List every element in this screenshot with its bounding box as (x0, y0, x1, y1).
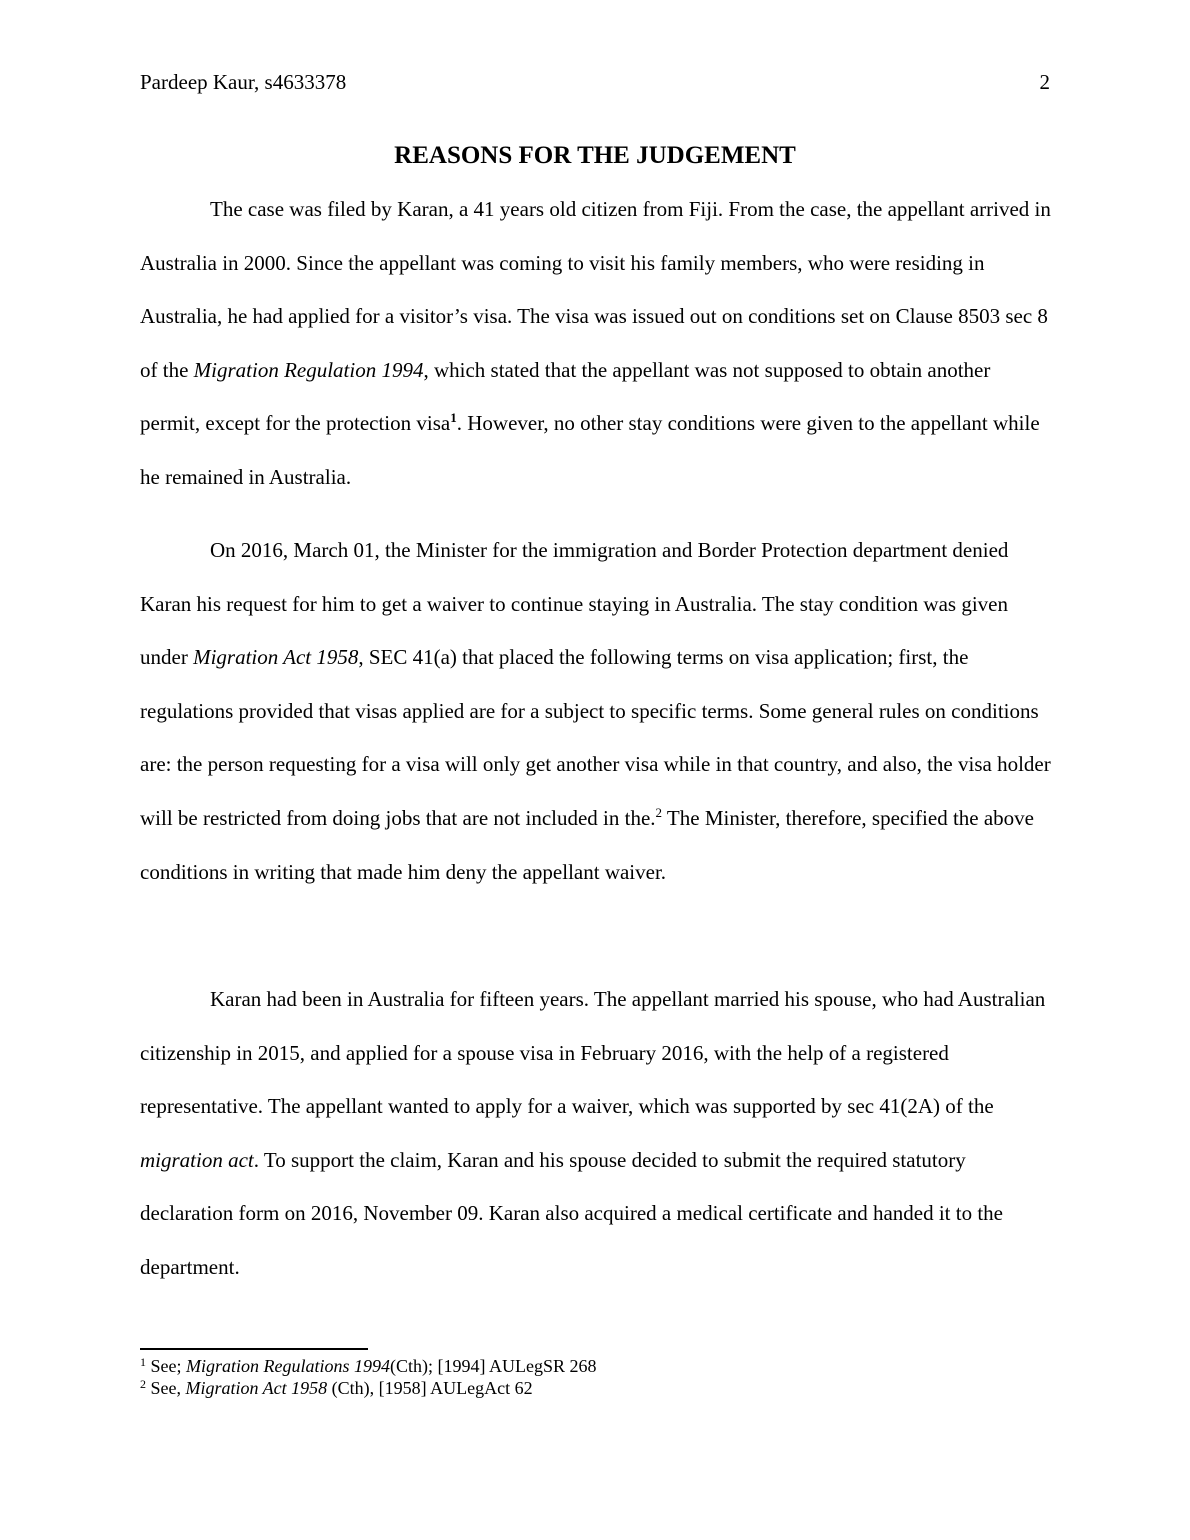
paragraph-text: The Minister, therefore, specified the above conditions in writing that made him deny the appellant waiver. (140, 805, 1035, 884)
footnote-reference[interactable]: 2 (655, 804, 663, 820)
paragraph-text: . However, no other stay conditions were given to the appellant while he remained in Australia. (140, 411, 1040, 489)
statute-citation: Migration Act 1958 (193, 645, 359, 670)
footnote-number: 2 (140, 1377, 146, 1391)
paragraph-text: , which stated that the appellant was not supposed to obtain another permit, except for the protection visa (140, 357, 991, 436)
footnote-2 (140, 1377, 533, 1399)
paragraph-text: Karan had been in Australia for fifteen years. The appellant married his spouse, who had Australian citizenship in 2015, and applied for a spouse visa in February 2016, with the help of a registered representative. The appellant wanted to apply for a waiver, which was supported by sec 41(2A) of the (140, 987, 1046, 1119)
footnote-text: See; (146, 1356, 186, 1376)
footnote-1 (140, 1355, 597, 1377)
footnote-citation: Migration Act 1958 (185, 1378, 328, 1398)
paragraph-text: . To support the claim, Karan and his spouse decided to submit the required statutory declaration form on 2016, November 09. Karan also acquired a medical certificate and handed it to the department. (140, 1147, 1003, 1279)
footnote-text: See, (146, 1378, 186, 1398)
footnote-text: (Cth), [1958] AULegAct 62 (327, 1378, 533, 1398)
footnote-text: (Cth); [1994] AULegSR 268 (390, 1356, 597, 1376)
body-paragraph-1 (140, 183, 1052, 505)
footnote-reference[interactable]: 1 (450, 410, 457, 426)
statute-citation: Migration Regulation 1994 (193, 357, 424, 382)
statute-citation: migration act (140, 1147, 254, 1172)
body-paragraph-3 (140, 973, 1052, 1295)
footnote-separator (140, 1348, 368, 1350)
running-header-author: Pardeep Kaur, s4633378 (140, 70, 347, 94)
page-title: REASONS FOR THE JUDGEMENT (394, 142, 796, 169)
paragraph-text: On 2016, March 01, the Minister for the immigration and Border Protection department denied Karan his request for him to get a waiver to continue staying in Australia. The stay condition was given under (140, 538, 1009, 670)
body-paragraph-2 (140, 524, 1052, 899)
footnote-citation: Migration Regulations 1994 (186, 1356, 390, 1376)
footnote-number: 1 (140, 1355, 146, 1369)
paragraph-text: , SEC 41(a) that placed the following terms on visa application; first, the regulations provided that visas applied are for a subject to specific terms. Some general rules on conditions are: the person requesting for a visa will only get another visa while in that country, and also, the visa holder will be restricted from doing jobs that are not included in the. (140, 645, 1051, 830)
page-number: 2 (1039, 70, 1050, 94)
paragraph-text: The case was filed by Karan, a 41 years old citizen from Fiji. From the case, the appellant arrived in Australia in 2000. Since the appellant was coming to visit his family members, who were residing in Australia, he had applied for a visitor’s visa. The visa was issued out on conditions set on Clause 8503 sec 8 of the (140, 197, 1051, 382)
